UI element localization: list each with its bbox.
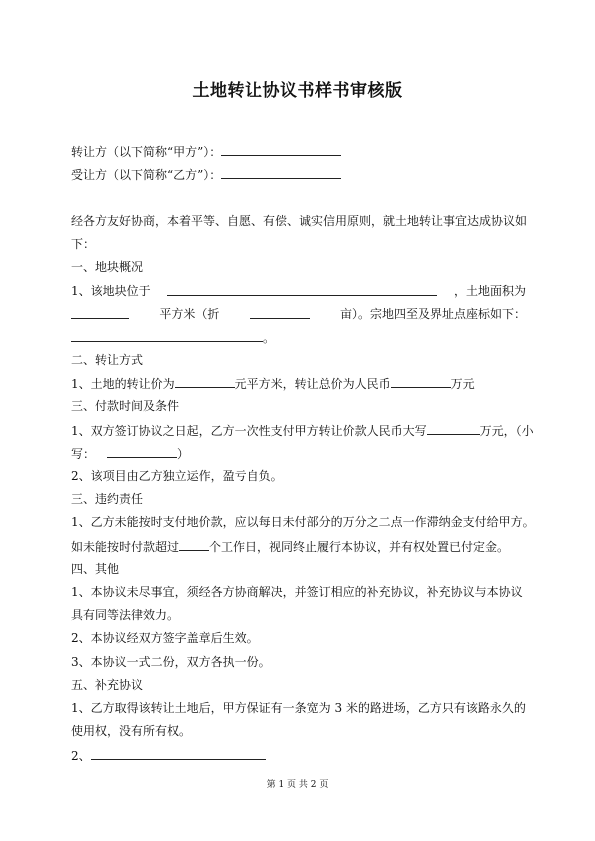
- s2-unit-label: 万元: [450, 377, 475, 391]
- s5-paragraph-1: 1、本协议未尽事宜，须经各方协商解决，并签订相应的补充协议，补充协议与本协议: [71, 585, 523, 599]
- s1-end-mark: 。: [263, 331, 276, 345]
- s4-overdue-rest: 个工作日，视同终止履行本协议，并有权处置已付定金。: [209, 540, 510, 554]
- s5-paragraph-3: 3、本协议一式二份，双方各执一份。: [71, 655, 271, 669]
- s3-lowercase-label: 写：: [71, 447, 96, 461]
- section-2-heading: 二、转让方式: [71, 353, 144, 367]
- s5-paragraph-2: 2、本协议经双方签字盖章后生效。: [71, 631, 259, 645]
- unit-price-blank[interactable]: [175, 375, 235, 388]
- party-b-label: 受让方（以下简称“乙方”）：: [71, 168, 222, 182]
- area-mu-blank[interactable]: [250, 306, 310, 319]
- document-title: 土地转让协议书样书审核版: [192, 81, 403, 101]
- s4-paragraph-2: [71, 538, 526, 555]
- s3-payment-unit: 万元，（小: [479, 424, 534, 438]
- party-a-line: [71, 143, 526, 160]
- section-6-heading: 五、补充协议: [71, 678, 144, 692]
- party-b-blank[interactable]: [221, 166, 341, 179]
- s2-unit-price-label: 1、土地的转让价为: [71, 377, 175, 391]
- s5-paragraph-1-cont: 具有同等法律效力。: [71, 608, 180, 622]
- s3-close-paren: ）: [177, 447, 190, 461]
- area-sqm-blank[interactable]: [71, 306, 129, 319]
- s4-overdue-label: 如未能按时付款超过: [71, 540, 180, 554]
- section-3-heading: 三、付款时间及条件: [71, 399, 180, 413]
- payment-lowercase-blank[interactable]: [107, 445, 177, 458]
- total-price-blank[interactable]: [391, 375, 451, 388]
- s6-paragraph-1: 1、乙方取得该转让土地后，甲方保证有一条宽为 3 米的路进场，乙方只有该路永久的: [71, 701, 526, 715]
- section-5-heading: 四、其他: [71, 562, 120, 576]
- section-1-heading: 一、地块概况: [71, 260, 144, 274]
- supplement-blank[interactable]: [91, 747, 266, 760]
- intro-line-2: 下：: [71, 237, 96, 251]
- s1-area-label: ，土地面积为: [453, 284, 526, 298]
- s3-payment-line-2: [71, 445, 526, 462]
- s2-total-label: 元平方米，转让总价为人民币: [234, 377, 391, 391]
- s6-paragraph-1-cont: 使用权，没有所有权。: [71, 724, 192, 738]
- s1-location-label: 1、该地块位于: [71, 284, 151, 298]
- s3-payment-label: 1、双方签订协议之日起，乙方一次性支付甲方转让价款人民币大写: [71, 424, 427, 438]
- payment-uppercase-blank[interactable]: [427, 422, 480, 435]
- boundary-blank[interactable]: [71, 329, 263, 342]
- location-blank[interactable]: [167, 283, 437, 296]
- s4-paragraph-1: 1、乙方未能按时支付地价款，应以每日未付部分的万分之二点一作滞纳金支付给甲方。: [71, 515, 535, 529]
- s1-boundary-label: 亩）。宗地四至及界址点座标如下：: [339, 307, 526, 321]
- s2-price-line: [71, 375, 526, 392]
- s1-paragraph-line-3: [71, 329, 526, 346]
- s3-paragraph-2: 2、该项目由乙方独立运作，盈亏自负。: [71, 469, 283, 483]
- intro-line-1: 经各方友好协商，本着平等、自愿、有偿、诚实信用原则，就土地转让事宜达成协议如: [71, 214, 528, 228]
- s1-paragraph-line-1: [71, 283, 526, 299]
- s1-paragraph-line-2: [71, 306, 526, 322]
- party-a-blank[interactable]: [221, 143, 341, 156]
- party-a-label: 转让方（以下简称“甲方”）：: [71, 145, 222, 159]
- party-b-line: [71, 166, 526, 183]
- s3-payment-line-1: [71, 422, 534, 439]
- s6-item-2-label: 2、: [71, 749, 91, 763]
- s1-sqm-label: 平方米（折: [159, 307, 220, 321]
- s6-paragraph-2: [71, 747, 526, 764]
- section-4-heading: 三、违约责任: [71, 492, 144, 506]
- overdue-days-blank[interactable]: [179, 538, 209, 551]
- page-footer: 第 1 页 共 2 页: [266, 780, 329, 790]
